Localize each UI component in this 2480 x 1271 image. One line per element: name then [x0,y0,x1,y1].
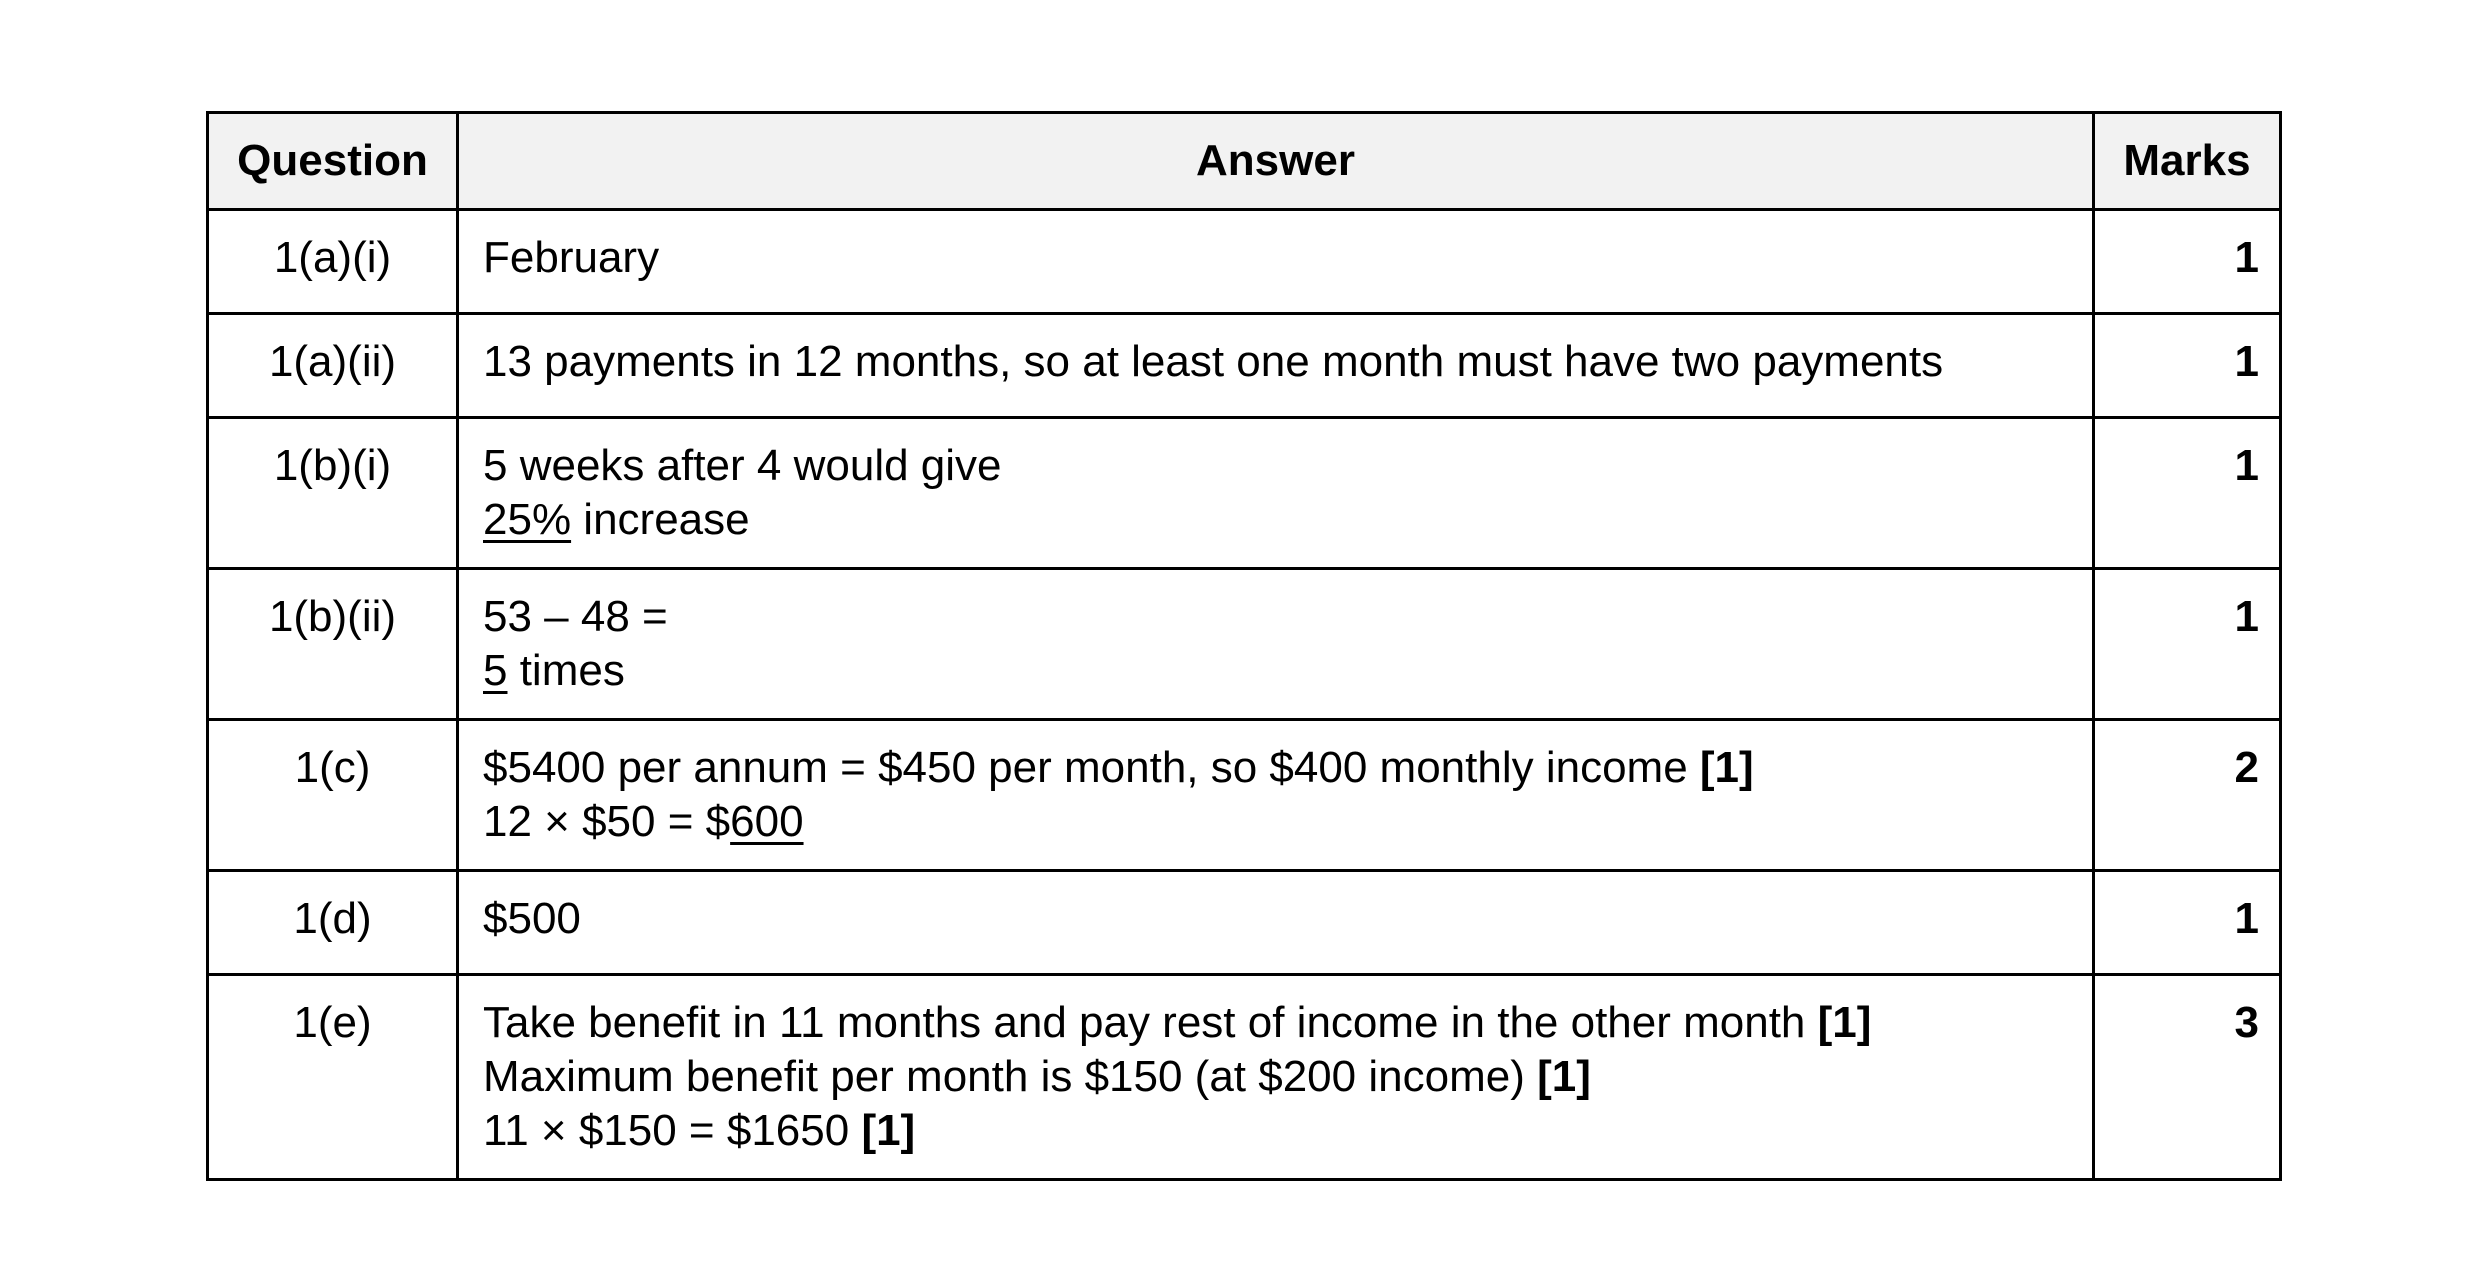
table-row [208,871,2281,975]
marks-cell: 3 [2094,975,2281,1180]
answer-text: 11 × $150 = $1650 [483,1106,862,1155]
answer-text: 12 × $50 = $ [483,797,731,846]
mark-allocation: [1] [1699,743,1754,792]
answer-text: $500 [483,894,581,943]
answer-text: 13 payments in 12 months, so at least one month must have two payments [483,337,1944,386]
answer-text: 53 – 48 = [483,592,668,641]
table-row [208,314,2281,418]
header-answer: Answer [458,113,2094,210]
marks-cell: 1 [2094,569,2281,720]
answer-text: Take benefit in 11 months and pay rest of income in the other month [483,998,1818,1047]
mark-allocation: [1] [861,1106,916,1155]
question-cell: 1(a)(i) [208,210,458,314]
answer-text: times [507,646,625,695]
marks-cell: 1 [2094,418,2281,569]
underlined-answer: 600 [730,797,804,846]
answer-text: $5400 per annum = $450 per month, so $400 monthly income [483,743,1700,792]
underlined-answer: 5 [483,646,508,695]
answer-line [483,335,2076,389]
answer-line [483,231,2076,285]
answer-cell [458,720,2094,871]
answer-cell [458,210,2094,314]
table-row [208,418,2281,569]
marks-cell: 1 [2094,210,2281,314]
underlined-answer: 25% [483,495,572,544]
answer-line [483,590,2076,644]
question-cell: 1(a)(ii) [208,314,458,418]
answer-text: February [483,233,660,282]
question-cell: 1(c) [208,720,458,871]
answer-cell [458,314,2094,418]
answer-line [483,795,2076,849]
table-row [208,210,2281,314]
answer-cell [458,871,2094,975]
table-row [208,569,2281,720]
answer-line [483,892,2076,946]
answer-cell [458,569,2094,720]
question-cell: 1(b)(i) [208,418,458,569]
answer-text: increase [571,495,750,544]
question-cell: 1(d) [208,871,458,975]
mark-allocation: [1] [1817,998,1872,1047]
mark-scheme-table [206,111,2282,1181]
mark-allocation: [1] [1537,1052,1591,1101]
answer-line [483,1050,2076,1104]
answer-text: Maximum benefit per month is $150 (at $200 income) [483,1052,1538,1101]
table-header [208,113,2281,210]
marks-cell: 1 [2094,314,2281,418]
answer-text: 5 weeks after 4 would give [483,441,1002,490]
marks-cell: 1 [2094,871,2281,975]
answer-line [483,1104,2076,1158]
marks-cell: 2 [2094,720,2281,871]
answer-line [483,439,2076,493]
answer-cell [458,418,2094,569]
answer-cell [458,975,2094,1180]
table-body [208,210,2281,1180]
header-question: Question [208,113,458,210]
answer-line [483,741,2076,795]
question-cell: 1(b)(ii) [208,569,458,720]
table-row [208,720,2281,871]
header-marks: Marks [2094,113,2281,210]
header-row [208,113,2281,210]
answer-line [483,644,2076,698]
answer-line [483,493,2076,547]
answer-line [483,996,2076,1050]
question-cell: 1(e) [208,975,458,1180]
table-row [208,975,2281,1180]
